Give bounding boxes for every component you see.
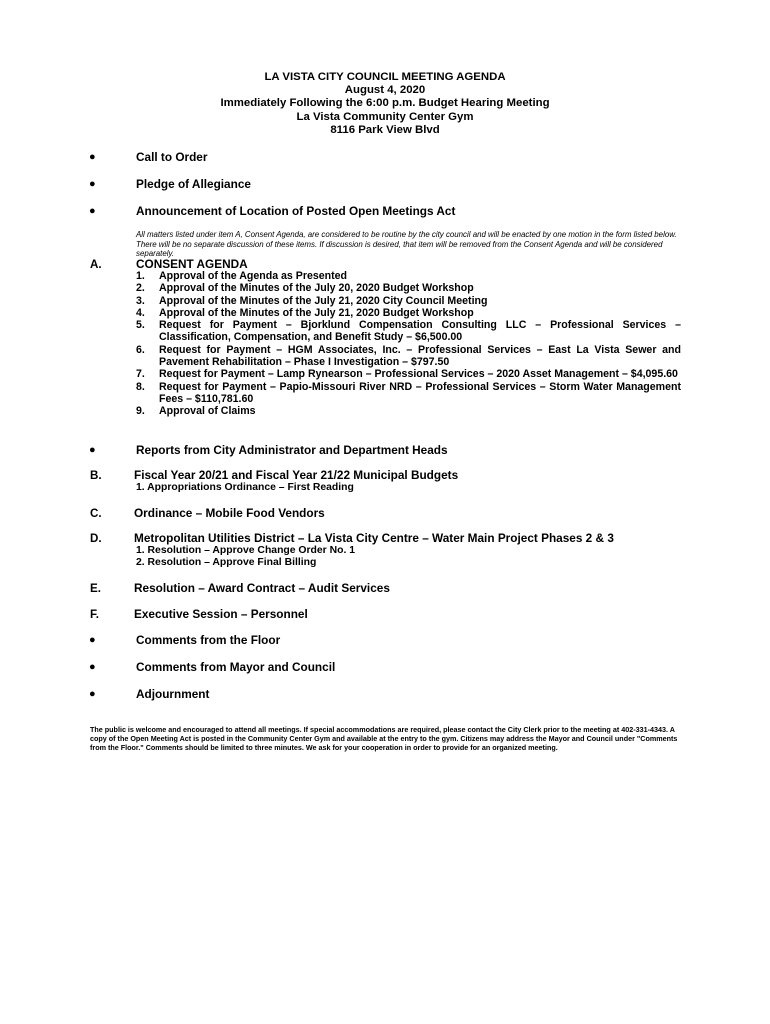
list-item: [136, 381, 681, 406]
list-item-text: Request for Payment – HGM Associates, Inc. – Professional Services – East La Vista Sewer and Pavement Rehabilitation – Phase I Investigation – $797.50: [159, 343, 681, 369]
list-item-text: Request for Payment – Papio-Missouri River NRD – Professional Services – Storm Water Management Fees – $110,781.60: [159, 380, 681, 405]
bullet-icon: ●: [89, 205, 96, 217]
section-d-title: Metropolitan Utilities District – La Vista City Centre – Water Main Project Phases 2 & 3: [134, 531, 614, 545]
list-item-text: Request for Payment – Bjorklund Compensation Consulting LLC – Professional Services – Classification, Compensation, and Benefit Study – $6,500.00: [159, 319, 681, 344]
list-item: [136, 307, 681, 319]
consent-list: [136, 270, 681, 418]
list-item-text: Approval of the Minutes of the July 21, 2020 City Council Meeting: [159, 294, 488, 307]
section-f-title: Executive Session – Personnel: [134, 607, 308, 621]
bullet-icon: ●: [89, 178, 96, 190]
agenda-header: [0, 71, 770, 137]
section-letter-b: B.: [90, 469, 102, 482]
list-item-number: 9.: [136, 405, 145, 418]
section-letter-c: C.: [90, 507, 102, 520]
list-item-number: 6.: [136, 343, 145, 356]
consent-title: CONSENT AGENDA: [136, 257, 248, 271]
meeting-address: 8116 Park View Blvd: [330, 123, 440, 136]
item-adjournment: Adjournment: [136, 687, 210, 701]
section-d-sub-2: 2. Resolution – Approve Final Billing: [136, 557, 317, 568]
section-b-sub-1: 1. Appropriations Ordinance – First Reading: [136, 482, 354, 493]
list-item: [136, 368, 681, 380]
item-comments-floor: Comments from the Floor: [136, 633, 281, 647]
section-c-title: Ordinance – Mobile Food Vendors: [134, 506, 325, 520]
list-item-number: 7.: [136, 368, 145, 381]
list-item-number: 2.: [136, 282, 145, 295]
list-item-text: Approval of the Agenda as Presented: [159, 270, 347, 282]
list-item: [136, 282, 681, 294]
bullet-icon: ●: [89, 444, 96, 456]
item-comments-mayor: Comments from Mayor and Council: [136, 660, 336, 674]
public-notice: The public is welcome and encouraged to attend all meetings. If special accommodations are required, please contact the City Clerk prior to the meeting at 402-331-4343. A copy of the Open Meeting Act is posted in the Community Center Gym and available at the entry to the gym. Citizens may address the Mayor and Council under "Comments from the Floor." Comments should be limited to three minutes. We ask for your cooperation in order to provide for an organized meeting.: [90, 725, 678, 753]
list-item: [136, 344, 681, 369]
meeting-timing: Immediately Following the 6:00 p.m. Budget Hearing Meeting: [220, 97, 550, 110]
bullet-icon: ●: [89, 634, 96, 646]
list-item-number: 8.: [136, 380, 145, 393]
list-item-text: Approval of the Minutes of the July 21, 2020 Budget Workshop: [159, 306, 474, 319]
list-item-number: 5.: [136, 319, 145, 332]
item-reports: Reports from City Administrator and Department Heads: [136, 443, 448, 457]
list-item-number: 1.: [136, 270, 145, 282]
item-announcement: Announcement of Location of Posted Open Meetings Act: [136, 204, 456, 218]
consent-intro: All matters listed under item A, Consent Agenda, are considered to be routine by the city council and will be enacted by one motion in the form listed below. There will be no separate discussion of these items. If discussion is desired, that item will be removed from the Consent Agenda and will be considered separately.: [136, 230, 677, 259]
section-b-title: Fiscal Year 20/21 and Fiscal Year 21/22 Municipal Budgets: [134, 468, 459, 482]
bullet-icon: ●: [89, 661, 96, 673]
meeting-date: August 4, 2020: [344, 84, 426, 97]
section-letter-d: D.: [90, 532, 102, 545]
list-item-text: Request for Payment – Lamp Rynearson – Professional Services – 2020 Asset Management – $4,095.60: [159, 368, 678, 381]
section-d-sub-1: 1. Resolution – Approve Change Order No. 1: [136, 545, 356, 556]
section-letter-f: F.: [90, 608, 100, 621]
section-letter-e: E.: [90, 582, 101, 595]
list-item: [136, 319, 681, 344]
meeting-venue: La Vista Community Center Gym: [296, 110, 474, 123]
list-item: [136, 295, 681, 307]
item-pledge: Pledge of Allegiance: [136, 177, 251, 191]
agenda-title: LA VISTA CITY COUNCIL MEETING AGENDA: [264, 71, 506, 83]
bullet-icon: ●: [89, 151, 96, 163]
item-call-to-order: Call to Order: [136, 150, 208, 164]
section-letter-a: A.: [90, 258, 102, 271]
list-item-text: Approval of Claims: [159, 405, 256, 418]
bullet-icon: ●: [89, 688, 96, 700]
list-item: [136, 405, 681, 417]
section-e-title: Resolution – Award Contract – Audit Services: [134, 581, 390, 595]
list-item-text: Approval of the Minutes of the July 20, 2020 Budget Workshop: [159, 282, 474, 295]
list-item: [136, 270, 681, 282]
list-item-number: 4.: [136, 306, 145, 319]
list-item-number: 3.: [136, 294, 145, 307]
